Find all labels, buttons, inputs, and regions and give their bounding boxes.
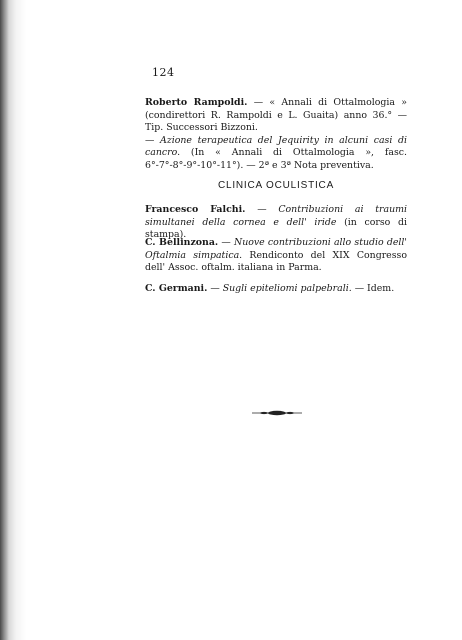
entry-dash: — <box>145 134 161 146</box>
entry-author: Roberto Rampoldi. <box>145 97 248 108</box>
entry-text: « Annali di Ottalmologia » (condirettori R. Rampoldi e L. Guaita) anno 36.° — Tip. Successori Bizzoni. <box>145 97 407 134</box>
entry-title: Sugli epiteliomi palpebrali. <box>222 283 352 294</box>
entry-dash: — <box>247 97 270 108</box>
entry-text: Rendiconto del XIX Congresso dell' Assoc. oftalm. italiana in Parma. <box>145 249 407 274</box>
end-ornament-icon <box>252 410 302 416</box>
entry-dash: — <box>218 237 234 248</box>
section-heading: CLINICA OCULISTICA <box>217 180 335 191</box>
bibliography-entry-germani <box>145 283 407 296</box>
entry-text: (in corso di stampa). <box>145 216 408 241</box>
entry-text: (In « Annali di Ottalmologia », fasc. 6°-7°-8°-9°-10°-11°). — 2ª e 3ª Nota preventiva. <box>145 147 407 171</box>
bibliography-entry-rampoldi <box>145 97 407 173</box>
entry-dash: — <box>207 283 223 294</box>
entry-text: — Idem. <box>351 283 395 294</box>
entry-author: C. Bellinzona. <box>145 237 219 248</box>
entry-title: Azione terapeutica del Jequirity in alcuni casi di cancro. <box>145 134 407 159</box>
entry-author: Francesco Falchi. <box>145 204 246 215</box>
entry-dash: — <box>245 204 279 215</box>
entry-title: Contribuzioni ai traumi simultanei della cornea e dell' iride <box>145 204 407 228</box>
entry-author: C. Germani. <box>145 283 208 294</box>
entry-subitem <box>145 135 407 173</box>
bibliography-entry-bellinzona <box>145 237 407 275</box>
entry-title: Nuove contribuzioni allo studio dell' Oftalmia simpatica. <box>145 237 407 261</box>
page-number: 124 <box>152 66 175 79</box>
